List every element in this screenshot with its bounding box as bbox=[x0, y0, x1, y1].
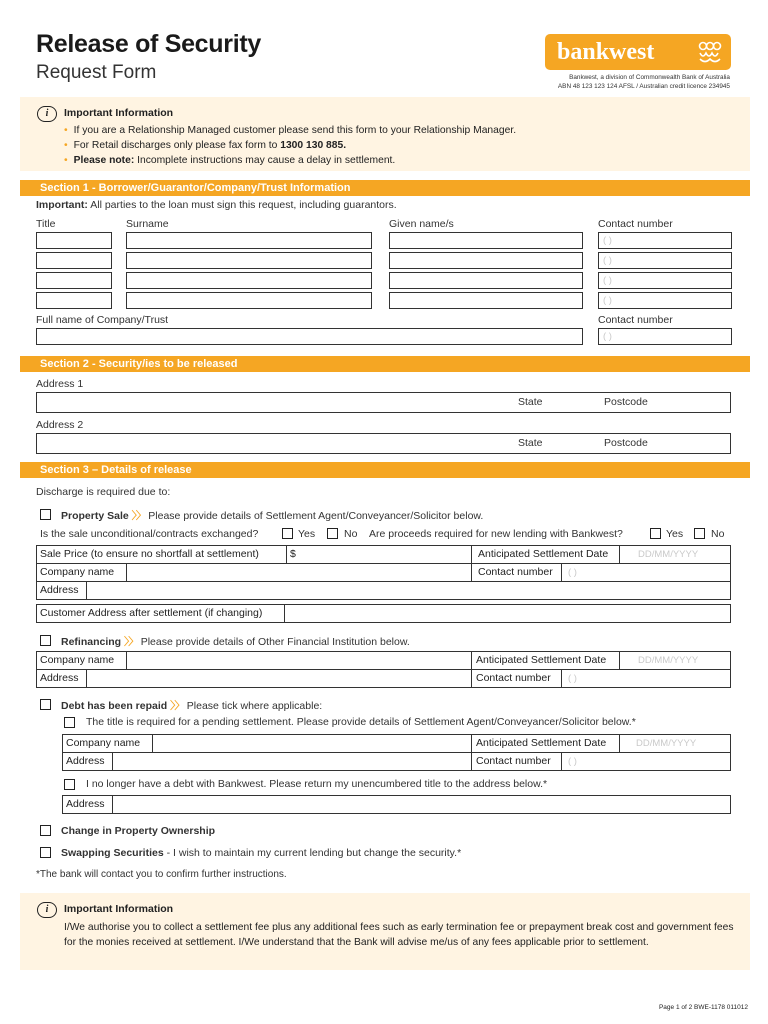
refi-contact-input[interactable]: ( ) bbox=[568, 673, 577, 684]
proceeds-question: Are proceeds required for new lending with Bankwest? bbox=[369, 528, 623, 540]
refi-address-row bbox=[36, 669, 731, 688]
company-contact-label: Contact number bbox=[598, 314, 673, 326]
sale-company-row bbox=[36, 563, 731, 582]
refinancing-option: Refinancing 〉〉 Please provide details of Other Financial Institution below. bbox=[61, 636, 410, 648]
given-names-col-label: Given name/s bbox=[389, 218, 454, 230]
unconditional-yes-checkbox[interactable] bbox=[282, 528, 293, 539]
refi-contact-label: Contact number bbox=[472, 670, 562, 687]
proceeds-yes-label: Yes bbox=[666, 528, 684, 540]
property-sale-option: Property Sale 〉〉 Please provide details of Settlement Agent/Conveyancer/Solicitor below. bbox=[61, 510, 484, 522]
refi-company-label: Company name bbox=[37, 652, 127, 669]
change-ownership-checkbox[interactable] bbox=[40, 825, 51, 836]
refi-company-row bbox=[36, 651, 731, 670]
pending-contact-label: Contact number bbox=[472, 753, 562, 770]
company-contact-input[interactable]: ( ) bbox=[598, 328, 732, 345]
sale-contact-input[interactable]: ( ) bbox=[568, 567, 577, 578]
page-footer: Page 1 of 2 BWE-1178 011012 bbox=[658, 1004, 748, 1011]
return-address-row bbox=[62, 795, 731, 814]
address-2-label: Address 2 bbox=[36, 419, 84, 431]
surname-input-3[interactable] bbox=[126, 272, 372, 289]
info-icon: i bbox=[37, 902, 57, 918]
contact-col-label: Contact number bbox=[598, 218, 673, 230]
customer-address-input[interactable] bbox=[285, 605, 730, 622]
address-2-state-label: State bbox=[518, 437, 543, 449]
contact-input-4[interactable]: ( ) bbox=[598, 292, 732, 309]
refi-date-input[interactable]: DD/MM/YYYY bbox=[638, 655, 699, 666]
sale-company-input[interactable] bbox=[127, 564, 472, 581]
pending-company-row bbox=[62, 734, 731, 753]
address-1-label: Address 1 bbox=[36, 378, 84, 390]
sale-address-label: Address bbox=[37, 582, 87, 599]
title-input-4[interactable] bbox=[36, 292, 112, 309]
surname-input-1[interactable] bbox=[126, 232, 372, 249]
swapping-option: Swapping Securities - I wish to maintain my current lending but change the security.* bbox=[61, 847, 462, 859]
given-names-input-1[interactable] bbox=[389, 232, 583, 249]
proceeds-no-checkbox[interactable] bbox=[694, 528, 705, 539]
return-address-label: Address bbox=[63, 796, 113, 813]
org-line-2: ABN 48 123 123 124 AFSL / Australian credit licence 234945 bbox=[557, 83, 730, 90]
address-1-state-label: State bbox=[518, 396, 543, 408]
customer-address-row bbox=[36, 604, 731, 623]
info-bullet-2: • For Retail discharges only please fax form to 1300 130 885. bbox=[64, 140, 347, 151]
title-col-label: Title bbox=[36, 218, 56, 230]
no-longer-debt-label: I no longer have a debt with Bankwest. Please return my unencumbered title to the address below.* bbox=[86, 778, 548, 790]
address-2-postcode-label: Postcode bbox=[604, 437, 648, 449]
address-1-postcode-label: Postcode bbox=[604, 396, 648, 408]
given-names-input-3[interactable] bbox=[389, 272, 583, 289]
title-input-2[interactable] bbox=[36, 252, 112, 269]
form-title: Release of Security bbox=[36, 30, 261, 58]
title-input-3[interactable] bbox=[36, 272, 112, 289]
property-sale-checkbox[interactable] bbox=[40, 509, 51, 520]
section-1-header: Section 1 - Borrower/Guarantor/Company/Trust Information bbox=[20, 180, 750, 196]
unconditional-question: Is the sale unconditional/contracts exchanged? bbox=[40, 528, 259, 540]
sale-date-label: Anticipated Settlement Date bbox=[472, 546, 620, 563]
refi-date-label: Anticipated Settlement Date bbox=[472, 652, 620, 669]
info-bottom-text: I/We authorise you to collect a settlement fee plus any additional fees such as early termination fee or prepayment break cost and government fees for the monies received at settlement. I/We understand that the Bank will advise me/us of any fees applicable prior to settlement. bbox=[64, 922, 734, 948]
unconditional-yes-label: Yes bbox=[298, 528, 316, 540]
contact-input-3[interactable]: ( ) bbox=[598, 272, 732, 289]
logo-text: bankwest bbox=[557, 39, 655, 65]
company-trust-input[interactable] bbox=[36, 328, 583, 345]
important-info-bottom bbox=[20, 893, 750, 970]
section-1-important: Important: All parties to the loan must sign this request, including guarantors. bbox=[36, 199, 397, 211]
return-address-input[interactable] bbox=[113, 796, 730, 813]
pending-contact-input[interactable]: ( ) bbox=[568, 756, 577, 767]
info-bottom-heading: Important Information bbox=[64, 903, 174, 915]
refi-address-label: Address bbox=[37, 670, 87, 687]
contact-input-1[interactable]: ( ) bbox=[598, 232, 732, 249]
sale-contact-label: Contact number bbox=[472, 564, 562, 581]
company-trust-label: Full name of Company/Trust bbox=[36, 314, 169, 326]
swapping-checkbox[interactable] bbox=[40, 847, 51, 858]
proceeds-yes-checkbox[interactable] bbox=[650, 528, 661, 539]
section-3-header: Section 3 – Details of release bbox=[20, 462, 750, 478]
given-names-input-2[interactable] bbox=[389, 252, 583, 269]
pending-address-row bbox=[62, 752, 731, 771]
sale-company-label: Company name bbox=[37, 564, 127, 581]
refi-address-input[interactable] bbox=[87, 670, 472, 687]
debt-repaid-option: Debt has been repaid 〉〉 Please tick where applicable: bbox=[61, 700, 323, 712]
pending-date-input[interactable]: DD/MM/YYYY bbox=[636, 738, 697, 749]
pending-address-input[interactable] bbox=[113, 753, 472, 770]
discharge-due-label: Discharge is required due to: bbox=[36, 486, 171, 498]
given-names-input-4[interactable] bbox=[389, 292, 583, 309]
sale-price-input[interactable]: $ bbox=[287, 546, 472, 563]
pending-date-label: Anticipated Settlement Date bbox=[472, 735, 620, 752]
surname-input-2[interactable] bbox=[126, 252, 372, 269]
refi-company-input[interactable] bbox=[127, 652, 472, 669]
sale-date-input[interactable]: DD/MM/YYYY bbox=[638, 549, 699, 560]
info-icon: i bbox=[37, 106, 57, 122]
customer-address-label: Customer Address after settlement (if changing) bbox=[37, 605, 285, 622]
unconditional-no-label: No bbox=[344, 528, 358, 540]
refinancing-checkbox[interactable] bbox=[40, 635, 51, 646]
no-longer-debt-checkbox[interactable] bbox=[64, 779, 75, 790]
org-line-1: Bankwest, a division of Commonwealth Bank of Australia bbox=[569, 74, 730, 81]
important-info-top bbox=[20, 97, 750, 171]
form-subtitle: Request Form bbox=[36, 62, 157, 83]
sale-address-row bbox=[36, 581, 731, 600]
section-2-header: Section 2 - Security/ies to be released bbox=[20, 356, 750, 372]
footnote: *The bank will contact you to confirm further instructions. bbox=[36, 869, 287, 880]
pending-title-label: The title is required for a pending settlement. Please provide details of Settlement Agent/Conveyancer/Solicitor below.* bbox=[86, 716, 636, 728]
info-bullet-3: • Please note: Incomplete instructions may cause a delay in settlement. bbox=[64, 155, 396, 166]
sale-price-label: Sale Price (to ensure no shortfall at settlement) bbox=[37, 546, 287, 563]
unconditional-no-checkbox[interactable] bbox=[327, 528, 338, 539]
proceeds-no-label: No bbox=[711, 528, 725, 540]
bankwest-logo bbox=[545, 34, 731, 70]
pending-address-label: Address bbox=[63, 753, 113, 770]
change-ownership-label: Change in Property Ownership bbox=[61, 825, 216, 837]
surname-col-label: Surname bbox=[126, 218, 169, 230]
info-heading: Important Information bbox=[64, 107, 174, 119]
logo-emblem-icon bbox=[697, 39, 723, 65]
sale-address-input[interactable] bbox=[87, 582, 730, 599]
pending-title-checkbox[interactable] bbox=[64, 717, 75, 728]
title-input-1[interactable] bbox=[36, 232, 112, 249]
sale-price-row bbox=[36, 545, 731, 564]
pending-company-input[interactable] bbox=[153, 735, 472, 752]
surname-input-4[interactable] bbox=[126, 292, 372, 309]
debt-repaid-checkbox[interactable] bbox=[40, 699, 51, 710]
info-bullet-1: • If you are a Relationship Managed customer please send this form to your Relationship Manager. bbox=[64, 125, 517, 136]
contact-input-2[interactable]: ( ) bbox=[598, 252, 732, 269]
pending-company-label: Company name bbox=[63, 735, 153, 752]
